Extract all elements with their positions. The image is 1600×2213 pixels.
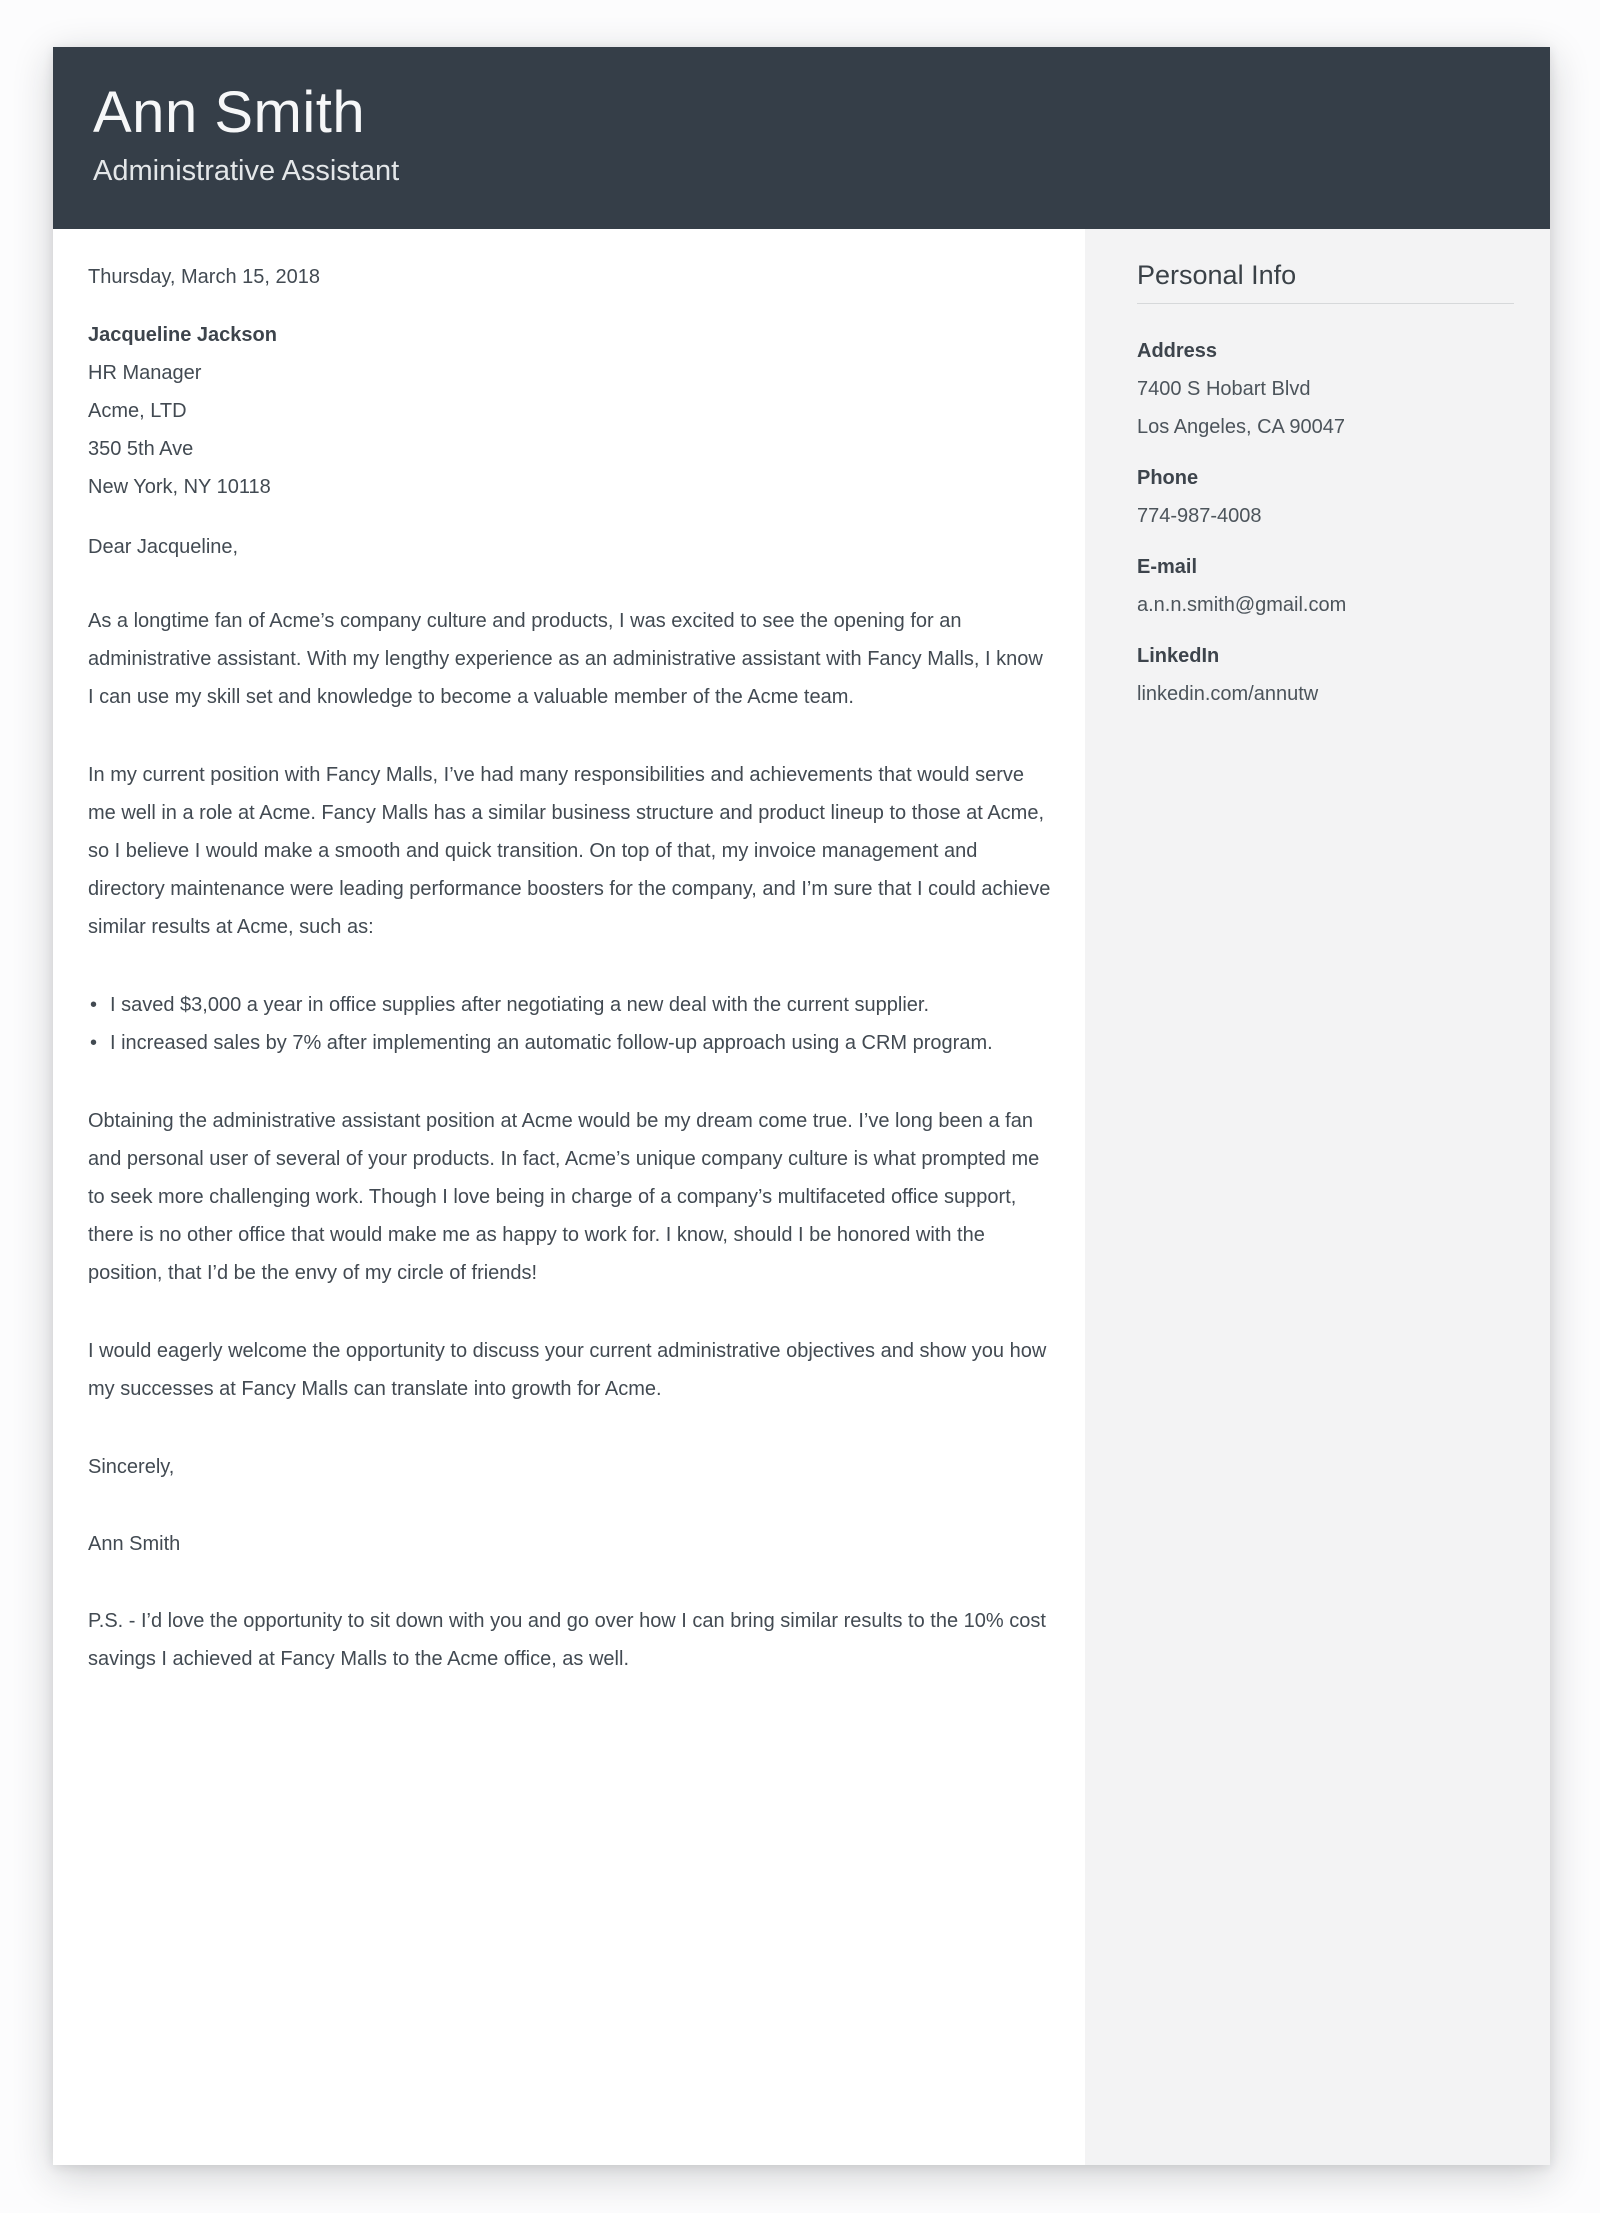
cover-letter-page <box>53 47 1550 2165</box>
phone-value: 774-987-4008 <box>1137 505 1262 527</box>
achievement-item-1: • I saved $3,000 a year in office supplies after negotiating a new deal with the current supplier. <box>88 986 1053 1024</box>
linkedin-value: linkedin.com/annutw <box>1137 683 1319 705</box>
signature: Ann Smith <box>88 1533 181 1555</box>
email-label: E-mail <box>1137 556 1198 578</box>
letter-body <box>53 229 1085 2165</box>
achievements-list <box>88 986 1053 1062</box>
email-value: a.n.n.smith@gmail.com <box>1137 594 1347 616</box>
address-line-1: 7400 S Hobart Blvd <box>1137 378 1311 400</box>
sidebar-section-address <box>1137 332 1514 446</box>
personal-info-sidebar <box>1085 229 1550 2165</box>
phone-label: Phone <box>1137 467 1199 489</box>
recipient-block <box>88 316 1053 506</box>
linkedin-label: LinkedIn <box>1137 645 1220 667</box>
recipient-street: 350 5th Ave <box>88 438 194 460</box>
sidebar-section-linkedin <box>1137 637 1514 713</box>
recipient-city: New York, NY 10118 <box>88 476 271 498</box>
sidebar-section-email <box>1137 548 1514 624</box>
closing: Sincerely, <box>88 1456 175 1478</box>
address-label: Address <box>1137 340 1218 362</box>
letter-date: Thursday, March 15, 2018 <box>88 266 320 288</box>
achievement-item-2: • I increased sales by 7% after implementing an automatic follow-up approach using a CRM program. <box>88 1024 1053 1062</box>
recipient-name: Jacqueline Jackson <box>88 324 277 346</box>
letter-header <box>53 47 1550 229</box>
postscript: P.S. - I’d love the opportunity to sit down with you and go over how I can bring similar results to the 10% cost savings I achieved at Fancy Malls to the Acme office, as well. <box>88 1610 1046 1670</box>
salutation: Dear Jacqueline, <box>88 536 239 558</box>
page-content <box>53 229 1550 2165</box>
letter-paragraph-3: Obtaining the administrative assistant position at Acme would be my dream come true. I’ve long been a fan and personal user of several of your products. In fact, Acme’s unique company culture is what prompted me to seek more challenging work. Though I love being in charge of a company’s multifaceted office support, there is no other office that would make me as happy to work for. I know, should I be honored with the position, that I’d be the envy of my circle of friends! <box>88 1110 1040 1284</box>
sidebar-section-phone <box>1137 459 1514 535</box>
recipient-company: Acme, LTD <box>88 400 187 422</box>
sidebar-title: Personal Info <box>1137 259 1514 304</box>
address-line-2: Los Angeles, CA 90047 <box>1137 416 1345 438</box>
letter-paragraph-2: In my current position with Fancy Malls, I’ve had many responsibilities and achievements that would serve me well in a role at Acme. Fancy Malls has a similar business structure and product lineup to those at Acme, so I believe I would make a smooth and quick transition. On top of that, my invoice management and directory maintenance were leading performance boosters for the company, and I’m sure that I could achieve similar results at Acme, such as: <box>88 764 1051 938</box>
applicant-job-title: Administrative Assistant <box>93 155 400 187</box>
recipient-title: HR Manager <box>88 362 202 384</box>
letter-paragraph-1: As a longtime fan of Acme’s company culture and products, I was excited to see the opening for an administrative assistant. With my lengthy experience as an administrative assistant with Fancy Malls, I know I can use my skill set and knowledge to become a valuable member of the Acme team. <box>88 610 1043 708</box>
letter-paragraph-4: I would eagerly welcome the opportunity to discuss your current administrative objectives and show you how my successes at Fancy Malls can translate into growth for Acme. <box>88 1340 1047 1400</box>
applicant-name: Ann Smith <box>93 80 366 145</box>
